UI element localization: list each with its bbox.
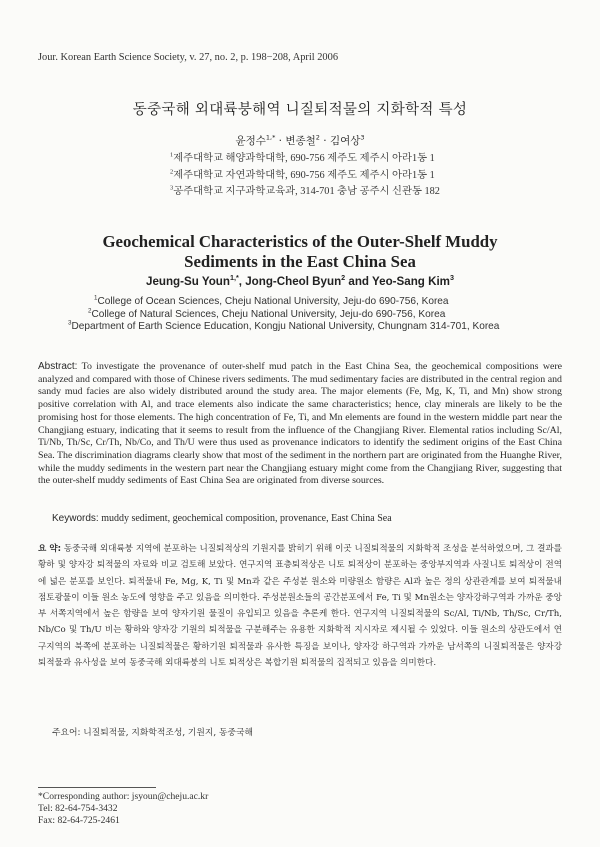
- author-and: and: [345, 275, 373, 288]
- abstract-text: To investigate the provenance of outer-shelf mud patch in the East China Sea, the geochemical compositions were analyzed and compared with those of Chinese rivers sediments. The mud sedimentary facies are distributed in the central region and sandy mud facies are also widely distributed around the study area. The major elements (Fe, Mg, K, Ti, and Mn) show strong positive correlation with Al, and trace elements also indicate the same characteristics; hence, clay minerals are likely to be the promising host for those elements. The high concentration of Fe, Ti, and Mn elements are found in the western middle part near the Changjiang estuary, indicating that it seems to result from the influence of the Changjiang River. Elemental ratios including Sc/Al, Ti/Nb, Th/Sc, Cr/Th, Nb/Co, and Th/U were thus used as provenance indicators to identify the sediment origins of the East China Sea. The discrimination diagrams clearly show that most of the sediment in the northern part are originated from the Huanghe River, while the muddy sediments in the western part near the Changjiang estuary might come from the Changjiang River, suggesting that the outer-shelf muddy sediments of East China Sea are originated from diverse sources.: [38, 361, 563, 487]
- english-author-1-sup: 1,*: [229, 273, 239, 283]
- korean-affiliation-1: [170, 151, 470, 168]
- keywords: [52, 513, 552, 524]
- affiliation-sup: 3: [68, 319, 72, 327]
- korean-affiliation-3: [170, 184, 470, 201]
- korean-keywords: [52, 725, 552, 738]
- korean-author-3-sup: 3: [360, 133, 365, 142]
- telephone: Tel: 82-64-754-3432: [38, 802, 118, 814]
- english-author-2: Jong-Cheol Byun: [245, 275, 342, 288]
- corresponding-author: *Corresponding author: jsyoun@cheju.ac.kr: [38, 791, 209, 802]
- korean-keywords-text: 니질퇴적물, 지화학적조성, 기원지, 동중국해: [83, 728, 254, 738]
- english-affiliation-3: [68, 321, 548, 334]
- korean-abstract-label: 요 약:: [38, 544, 62, 554]
- english-affiliation-1: [68, 296, 548, 309]
- english-affiliations: [68, 296, 548, 334]
- korean-affiliations: [170, 151, 470, 201]
- affiliation-text: Department of Earth Science Education, Kongju National University, Chungnam 314-701, Korea: [71, 321, 500, 333]
- abstract: [38, 361, 562, 488]
- english-author-3: Yeo-Sang Kim: [372, 275, 450, 288]
- korean-abstract-text: 동중국해 외대륙붕 지역에 분포하는 니질퇴적상의 기원지를 밝히기 위해 이곳 니질퇴적물의 지화학적 조성을 분석하였으며, 그 결과를 황하 및 양자강 퇴적물의 자료와 비교 검토해 보았다. 연구지역 표층퇴적상은 니토 퇴적상이 분포하는 중앙부지역과 사질니토 퇴적상이 전역에 넓은 분포를 보인다. 퇴적물내 Fe, Mg, K, Ti 및 Mn과 같은 주성분 원소와 미량원소 함량은 Al과 높은 정의 상관관계를 보여 퇴적물내 점토광물이 이들 원소 농도에 영향을 주고 있음을 의미한다. 주성분원소들의 공간분포에서 Fe, Ti 및 Mn원소는 양자강하구역과 가까운 중앙부 서쪽지역에서 높은 함량을 보여 양자기원 물질이 유입되고 있음을 추론케 한다. 연구지역 니질퇴적물의 Sc/Al, Ti/Nb, Th/Sc, Cr/Th, Nb/Co 및 Th/U 비는 황하와 양자강 기원의 퇴적물을 구분해주는 유용한 지화학적 지시자로 제시될 수 있었다. 이들 원소의 상관도에서 연구지역의 북쪽에 분포하는 니질퇴적물은 황하기원 퇴적물과 유사한 특징을 보이나, 양자강 하구역과 가까운 남서쪽의 니질퇴적물은 양자강 퇴적물과 유사성을 보여 동중국해 외대륙붕의 니토 퇴적상은 복합기원 퇴적물의 집적되고 있음을 의미한다.: [38, 544, 562, 669]
- korean-abstract: [38, 541, 562, 671]
- korean-author-1: 윤정수: [235, 135, 266, 147]
- keywords-label: Keywords:: [52, 513, 99, 524]
- english-title-line-1: Geochemical Characteristics of the Outer-Shelf Muddy: [102, 232, 498, 251]
- korean-author-1-sup: 1,*: [265, 133, 276, 142]
- korean-author-2-sup: 2: [315, 133, 320, 142]
- english-authors: [0, 275, 600, 288]
- english-affiliation-2: [68, 309, 548, 322]
- affiliation-sup: 2: [88, 307, 92, 315]
- korean-author-2: 변종철: [285, 135, 316, 147]
- author-separator: ·: [275, 135, 286, 147]
- english-title-line-2: Sediments in the East China Sea: [184, 252, 416, 271]
- english-author-2-sup: 2: [341, 273, 346, 283]
- affiliation-sup: 1: [170, 151, 174, 159]
- korean-title: 동중국해 외대륙붕해역 니질퇴적물의 지화학적 특성: [132, 102, 468, 118]
- author-separator: ,: [238, 275, 246, 288]
- korean-author-3: 김여상: [329, 135, 361, 147]
- fax: Fax: 82-64-725-2461: [38, 814, 120, 826]
- affiliation-text: 공주대학교 지구과학교육과, 314-701 충남 공주시 신관동 182: [173, 186, 440, 197]
- affiliation-sup: 2: [170, 168, 174, 176]
- journal-citation: Jour. Korean Earth Science Society, v. 27, no. 2, p. 198−208, April 2006: [38, 52, 339, 63]
- affiliation-text: 제주대학교 해양과학대학, 690-756 제주도 제주시 아라1동 1: [173, 153, 435, 164]
- english-author-1: Jeung-Su Youn: [146, 275, 230, 288]
- footnote-rule: [38, 787, 156, 788]
- abstract-label: Abstract:: [38, 361, 78, 372]
- english-title: [0, 232, 600, 272]
- korean-authors: [0, 133, 600, 148]
- english-author-3-sup: 3: [449, 273, 454, 283]
- affiliation-sup: 3: [170, 184, 174, 192]
- affiliation-text: 제주대학교 자연과학대학, 690-756 제주도 제주시 아라1동 1: [173, 169, 435, 181]
- korean-affiliation-2: [170, 168, 470, 185]
- keywords-text: muddy sediment, geochemical composition, provenance, East China Sea: [101, 513, 392, 524]
- korean-keywords-label: 주요어:: [52, 728, 81, 738]
- author-separator: ·: [319, 135, 330, 147]
- affiliation-text: College of Natural Sciences, Cheju National University, Jeju-do 690-756, Korea: [91, 308, 446, 320]
- affiliation-sup: 1: [94, 294, 98, 302]
- footnote: [38, 791, 338, 827]
- affiliation-text: College of Ocean Sciences, Cheju National University, Jeju-do 690-756, Korea: [97, 296, 449, 307]
